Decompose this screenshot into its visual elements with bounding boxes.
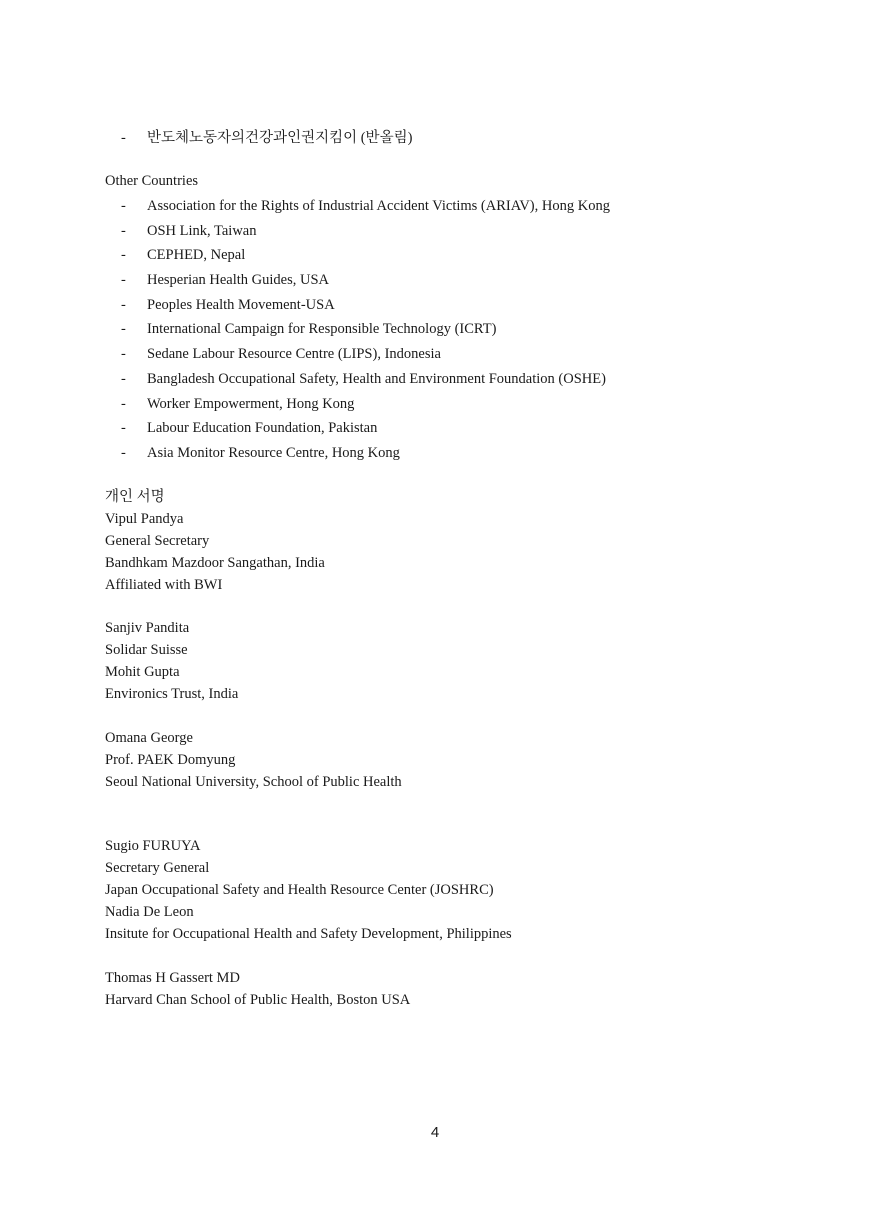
list-item-text: Hesperian Health Guides, USA [147,272,330,289]
list-item-text: OSH Link, Taiwan [147,222,257,239]
signer-line: Nadia De Leon [105,904,194,920]
list-item [121,441,610,466]
list-item [121,293,610,318]
bullet-dash: - [121,420,126,437]
signer-group [105,967,410,1011]
bullet-dash: - [121,130,126,146]
list-item [121,243,610,268]
signer-line: Environics Trust, India [105,686,239,702]
bullet-dash: - [121,346,126,363]
page-number: 4 [430,1124,440,1141]
list-item [121,126,413,151]
list-item-text: CEPHED, Nepal [147,247,246,264]
bullet-dash: - [121,444,126,461]
signer-line: Omana George [105,730,193,746]
list-item [121,317,610,342]
list-item [121,219,610,244]
bullet-dash: - [121,198,126,214]
bullet-dash: - [121,272,126,289]
signer-line: Solidar Suisse [105,642,188,658]
list-item [121,268,610,293]
signer-line: Prof. PAEK Domyung [105,752,236,768]
signer-group [105,508,325,596]
bullet-dash: - [121,296,126,313]
signer-line: Sanjiv Pandita [105,620,190,636]
signer-group [105,835,494,901]
signer-line: Harvard Chan School of Public Health, Boston USA [105,992,411,1008]
signer-group [105,901,512,945]
signer-line: Thomas H Gassert MD [105,970,240,986]
list-item-text: Worker Empowerment, Hong Kong [147,395,355,412]
list-item-text: Peoples Health Movement-USA [147,296,335,313]
bullet-dash: - [121,321,126,338]
list-item-text: Asia Monitor Resource Centre, Hong Kong [147,444,400,461]
signer-line: Secretary General [105,860,210,876]
other-countries-list [121,194,610,466]
signer-line: Insitute for Occupational Health and Safety Development, Philippines [105,926,512,942]
signer-line: Vipul Pandya [105,511,184,527]
signer-line: Affiliated with BWI [105,577,223,593]
bullet-dash: - [121,370,126,387]
signer-group [105,617,238,705]
list-item-text: Labour Education Foundation, Pakistan [147,420,378,437]
bullet-dash: - [121,247,126,264]
signer-group [105,727,402,793]
list-item-text: Bangladesh Occupational Safety, Health and Environment Foundation (OSHE) [147,370,606,387]
list-item [121,416,610,441]
bullet-dash: - [121,222,126,239]
signer-line: General Secretary [105,533,210,549]
signer-line: Mohit Gupta [105,664,180,680]
signer-line: Japan Occupational Safety and Health Resource Center (JOSHRC) [105,882,494,898]
bullet-dash: - [121,395,126,412]
korean-organization-list [121,126,413,151]
list-item [121,194,610,219]
signer-line: Bandhkam Mazdoor Sangathan, India [105,555,325,571]
list-item [121,367,610,392]
individual-signers-heading: 개인 서명 [105,489,165,505]
list-item-text: International Campaign for Responsible Technology (ICRT) [147,321,497,338]
list-item [121,392,610,417]
list-item-text: 반도체노동자의건강과인권지킴이 (반올림) [147,130,413,146]
signer-line: Sugio FURUYA [105,838,201,854]
other-countries-heading: Other Countries [105,173,199,189]
signer-line: Seoul National University, School of Public Health [105,774,402,790]
list-item [121,342,610,367]
list-item-text: Association for the Rights of Industrial Accident Victims (ARIAV), Hong Kong [147,198,610,214]
list-item-text: Sedane Labour Resource Centre (LIPS), Indonesia [147,346,441,363]
